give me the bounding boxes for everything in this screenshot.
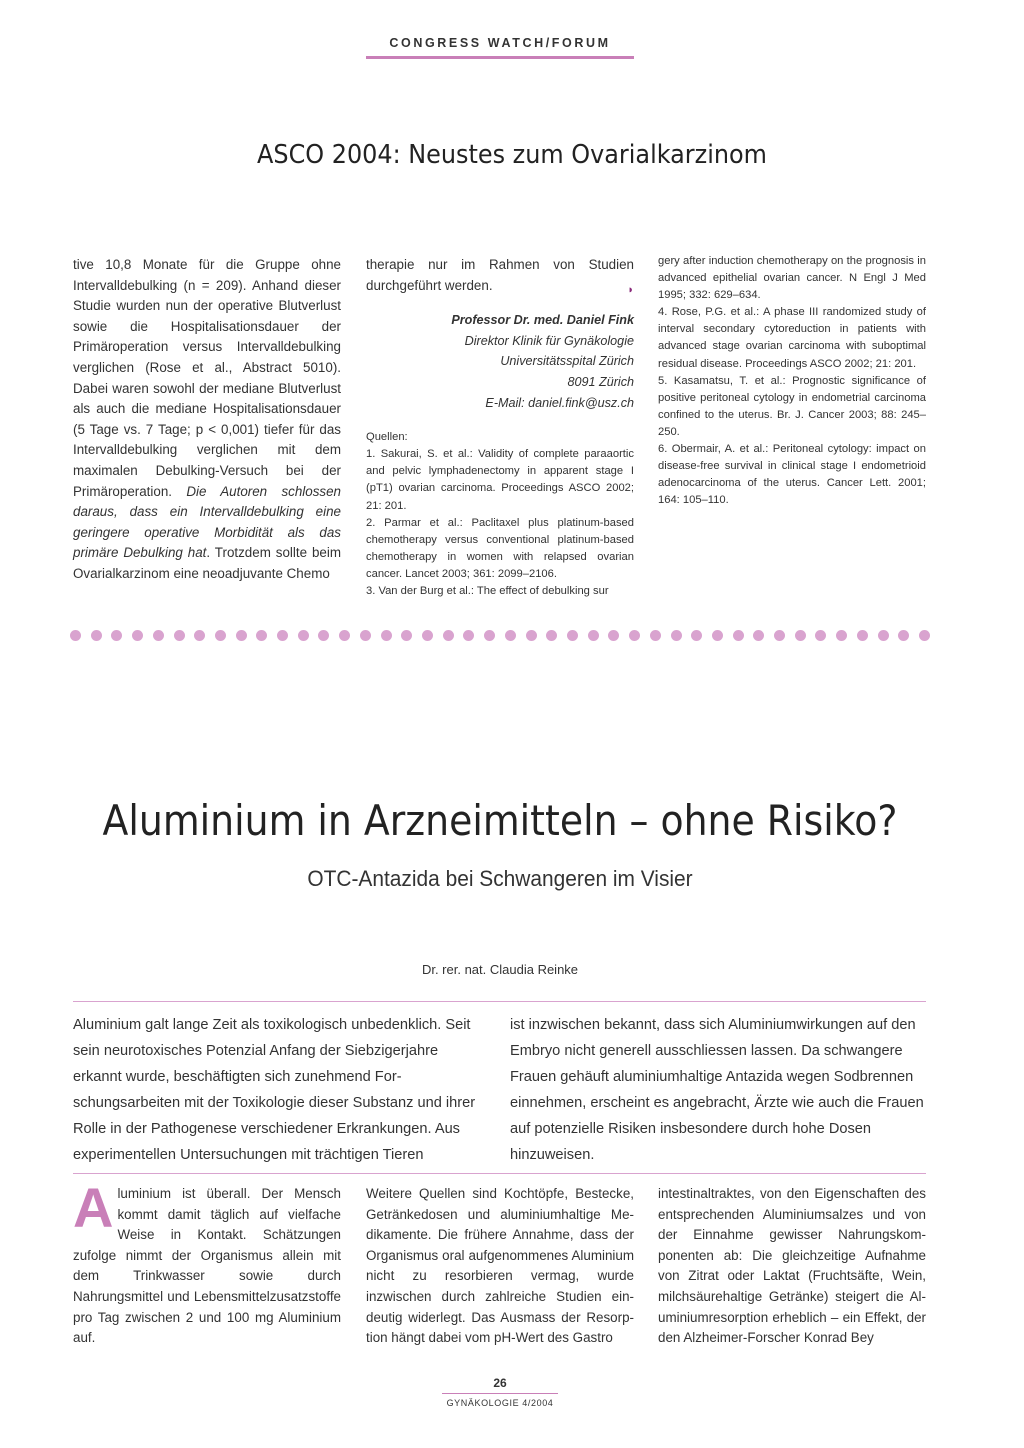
separator-dot <box>153 630 164 641</box>
separator-dot <box>132 630 143 641</box>
separator-dot <box>339 630 350 641</box>
separator-dot <box>70 630 81 641</box>
body-col3: intestinaltraktes, von den Eigenschaften des entsprechenden Aluminiumsalzes und von der Einnahme gewisser Nahrungskomponenten ab: Die gleichzeitige Aufnahme von Zitrat oder Laktat (Fruchtsäfte, Wein, milchsäurehaltige Getränke) steigert die Aluminiumresorption erheblich – ein Effekt, der den Alzheimer-Forscher Konrad Bey <box>658 1186 926 1346</box>
separator-dot <box>774 630 785 641</box>
author-name: Professor Dr. med. Daniel Fink <box>451 313 634 328</box>
separator-dot <box>878 630 889 641</box>
author-email[interactable]: E-Mail: daniel.fink@usz.ch <box>485 395 634 410</box>
references-col2 <box>366 429 634 600</box>
separator-dot <box>463 630 474 641</box>
separator-dot <box>401 630 412 641</box>
separator-dot <box>484 630 495 641</box>
separator-dot <box>91 630 102 641</box>
separator-dot <box>712 630 723 641</box>
separator-dot <box>194 630 205 641</box>
article1-col2 <box>366 255 634 600</box>
reference-item: 6. Obermair, A. et al.: Peritoneal cytology: impact on disease-free survival in clinical stage I endometrioid adenocarcinoma of the uterus. Cancer Lett. 2001; 164: 105–110. <box>658 443 926 507</box>
lead-col1: Aluminium galt lange Zeit als toxikologisch unbedenklich. Seit sein neurotoxisches Potenzial Anfang der Siebzigerjahre erkannt wurde, beschäftigten sich zunehmend Forschungsarbeiten mit der Toxikologie dieser Substanz und ihrer Rolle in der Pathogenese verschiedener Erkrankungen. Aus experimentellen Untersuchungen mit trächtigen Tieren <box>73 1017 476 1163</box>
separator-dot <box>174 630 185 641</box>
article1-col2-text: therapie nur im Rahmen von Studien durchgeführt werden. <box>366 257 634 293</box>
separator-dot <box>298 630 309 641</box>
author-block <box>366 310 634 413</box>
separator-dot <box>815 630 826 641</box>
separator-dot <box>422 630 433 641</box>
reference-item: 5. Kasamatsu, T. et al.: Prognostic significance of positive peritoneal cytology in endometrial carcinoma confined to the uterus. Br. J. Cancer 2003; 88: 245–250. <box>658 374 926 438</box>
article2-title: Aluminium in Arzneimitteln – ohne Risiko? <box>102 796 898 845</box>
section-label: CONGRESS WATCH/FORUM <box>389 36 611 50</box>
article2-byline: Dr. rer. nat. Claudia Reinke <box>421 962 579 977</box>
separator-dot <box>526 630 537 641</box>
dropcap: A <box>73 1176 114 1239</box>
separator-dot <box>318 630 329 641</box>
page-number: 26 <box>493 1376 507 1390</box>
lead-top-rule <box>73 1001 926 1002</box>
reference-item: 2. Parmar et al.: Paclitaxel plus platinum-based chemotherapy versus conventional platinum-based chemotherapy in women with relapsed ovarian cancer. Lancet 2003; 361: 2099–2106. <box>366 516 634 580</box>
reference-item: gery after induction chemotherapy on the prognosis in advanced epithelial ovarian cancer. N Engl J Med 1995; 332: 629–634. <box>658 255 926 302</box>
separator-dot <box>381 630 392 641</box>
separator-dot <box>546 630 557 641</box>
body-col2: Weitere Quellen sind Kochtöpfe, Bestecke, Getränkedosen und aluminiumhaltige Medikamente. Die frühere Annahme, dass der Organismus oral aufgenommenes Aluminium nicht zu resorbieren vermag, wurde inzwischen durch zahlreiche Studien eindeutig widerlegt. Das Ausmass der Resorption hängt dabei vom pH-Wert des Gastro <box>366 1186 634 1346</box>
separator-dot <box>753 630 764 641</box>
separator-dot <box>919 630 930 641</box>
article1-col1-text-a: tive 10,8 Monate für die Gruppe ohne Intervalldebulking (n = 209). Anhand dieser Studie wurden nun der operative Blutverlust sowie die Hospitalisationsdauer der Primäroperation versus Intervalldebulking verglichen (Rose et al., Abstract 5010). Dabei waren sowohl der mediane Blutverlust als auch die mediane Hospitalisationsdauer (5 Tage vs. 7 Tage; p < 0,001) tiefer für das Intervalldebulking verglichen mit dem maximalen Debulking-Versuch bei der Primäroperation. <box>73 257 341 499</box>
reference-item: 3. Van der Burg et al.: The effect of debulking sur <box>366 585 609 597</box>
separator-dot <box>795 630 806 641</box>
dotted-separator <box>70 630 930 644</box>
lead-col2: ist inzwischen bekannt, dass sich Aluminiumwirkungen auf den Embryo nicht generell ausschliessen lassen. Da schwangere Frauen gehäuft aluminiumhaltige Antazida wegen Sodbrennen einnehmen, erscheint es angebracht, Ärzte wie auch die Frauen auf potenzielle Risiken insbesondere durch hohe Dosen hinzuweisen. <box>510 1017 924 1163</box>
end-marker-icon: ◗ <box>627 283 634 296</box>
body-col1-text: luminium ist überall. Der Mensch kommt damit täglich auf vielfache Weise in Kontakt. Schätzungen zufolge nimmt der Organismus allein mit dem Trinkwasser sowie durch Nahrungsmittel und Lebensmittelzusatzstoffe pro Tag zwischen 2 und 100 mg Aluminium auf. <box>73 1186 341 1346</box>
separator-dot <box>629 630 640 641</box>
separator-dot <box>360 630 371 641</box>
sources-label: Quellen: <box>366 431 408 444</box>
separator-dot <box>608 630 619 641</box>
separator-dot <box>857 630 868 641</box>
separator-dot <box>215 630 226 641</box>
separator-dot <box>567 630 578 641</box>
lead-bottom-rule <box>73 1173 926 1174</box>
footer-rule <box>442 1393 558 1394</box>
separator-dot <box>236 630 247 641</box>
separator-dot <box>505 630 516 641</box>
separator-dot <box>691 630 702 641</box>
article1-col1 <box>73 255 341 585</box>
reference-item: 1. Sakurai, S. et al.: Validity of complete paraaortic and pelvic lymphadenectomy in apparent stage I (pT1) ovarian carcinoma. Proceedings ASCO 2002; 21: 201. <box>366 448 634 512</box>
references-col3 <box>658 253 926 509</box>
author-line3: 8091 Zürich <box>567 374 634 389</box>
author-line1: Direktor Klinik für Gynäkologie <box>464 333 634 348</box>
separator-dot <box>443 630 454 641</box>
separator-dot <box>277 630 288 641</box>
separator-dot <box>111 630 122 641</box>
separator-dot <box>671 630 682 641</box>
article1-col1-text-b: . Trotzdem sollte beim Ovarialkarzinom eine neoadjuvante Chemo <box>73 545 341 581</box>
separator-dot <box>650 630 661 641</box>
separator-dot <box>898 630 909 641</box>
article2-subtitle: OTC-Antazida bei Schwangeren im Visier <box>307 866 693 891</box>
separator-dot <box>256 630 267 641</box>
separator-dot <box>836 630 847 641</box>
body-col1 <box>73 1176 341 1349</box>
article1-col1-italic: Die Autoren schlossen daraus, dass ein Intervalldebulking eine geringere operative Morbidität als das primäre Debulking hat <box>73 483 341 561</box>
article1-title: ASCO 2004: Neustes zum Ovarialkarzinom <box>257 140 767 170</box>
author-line2: Universitätsspital Zürich <box>500 354 634 369</box>
section-rule <box>366 56 634 59</box>
separator-dot <box>588 630 599 641</box>
reference-item: 4. Rose, P.G. et al.: A phase III randomized study of interval secondary cytoreduction in patients with advanced stage ovarian carcinoma with suboptimal residual disease. Proceedings ASCO 2002; 21: 201. <box>658 306 926 370</box>
separator-dot <box>733 630 744 641</box>
journal-name: GYNÄKOLOGIE 4/2004 <box>446 1398 554 1408</box>
